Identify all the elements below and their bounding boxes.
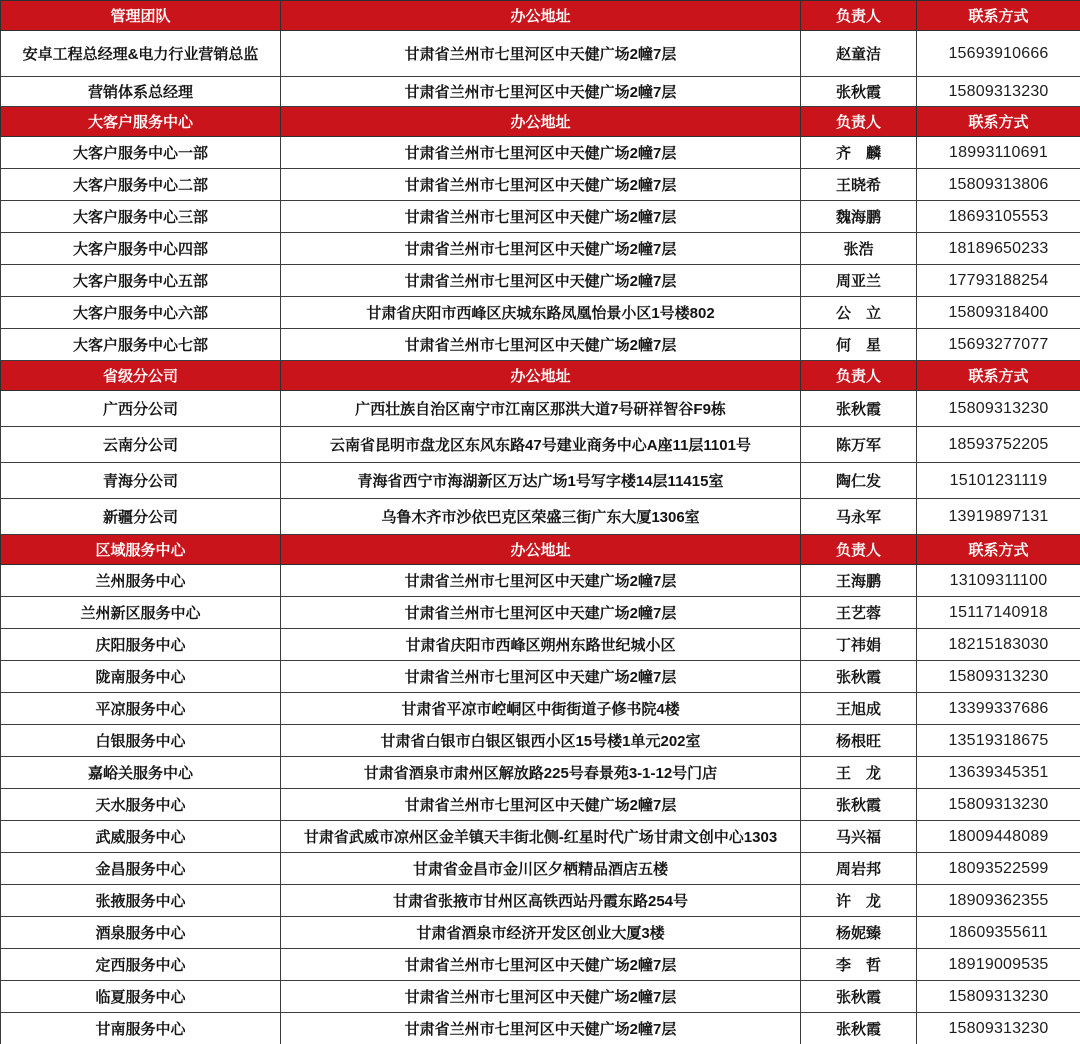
dept-cell: 兰州服务中心 [1, 565, 281, 597]
phone-cell: 13109311100 [917, 565, 1080, 597]
dept-cell: 金昌服务中心 [1, 853, 281, 885]
phone-cell: 18919009535 [917, 949, 1080, 981]
leader-column-header: 负责人 [801, 107, 917, 137]
leader-column-header: 负责人 [801, 361, 917, 391]
address-cell: 甘肃省金昌市金川区夕栖精品酒店五楼 [281, 853, 801, 885]
table-row [1, 917, 1080, 949]
phone-cell: 13399337686 [917, 693, 1080, 725]
address-cell: 甘肃省兰州市七里河区中天健广场2幢7层 [281, 789, 801, 821]
leader-column-header: 负责人 [801, 535, 917, 565]
address-cell: 甘肃省白银市白银区银西小区15号楼1单元202室 [281, 725, 801, 757]
phone-cell: 15809313230 [917, 789, 1080, 821]
table-row [1, 629, 1080, 661]
phone-cell: 18909362355 [917, 885, 1080, 917]
leader-cell: 陶仁发 [801, 463, 917, 499]
section-header-row [1, 361, 1080, 391]
table-row [1, 499, 1080, 535]
dept-cell: 云南分公司 [1, 427, 281, 463]
leader-cell: 王 龙 [801, 757, 917, 789]
phone-cell: 15117140918 [917, 597, 1080, 629]
table-row [1, 789, 1080, 821]
leader-cell: 张秋霞 [801, 789, 917, 821]
table-row [1, 391, 1080, 427]
address-cell: 甘肃省兰州市七里河区中天健广场2幢7层 [281, 329, 801, 361]
leader-cell: 张浩 [801, 233, 917, 265]
table-row [1, 757, 1080, 789]
leader-cell: 丁祎娟 [801, 629, 917, 661]
phone-cell: 18609355611 [917, 917, 1080, 949]
table-row [1, 137, 1080, 169]
address-cell: 甘肃省平凉市崆峒区中街街道子修书院4楼 [281, 693, 801, 725]
address-cell: 甘肃省兰州市七里河区中天建广场2幢7层 [281, 661, 801, 693]
leader-cell: 周亚兰 [801, 265, 917, 297]
address-column-header: 办公地址 [281, 535, 801, 565]
contact-column-header: 联系方式 [917, 535, 1080, 565]
table-row [1, 565, 1080, 597]
leader-cell: 张秋霞 [801, 661, 917, 693]
phone-cell: 13639345351 [917, 757, 1080, 789]
address-cell: 云南省昆明市盘龙区东风东路47号建业商务中心A座11层1101号 [281, 427, 801, 463]
dept-cell: 庆阳服务中心 [1, 629, 281, 661]
leader-cell: 陈万军 [801, 427, 917, 463]
leader-cell: 张秋霞 [801, 981, 917, 1013]
table-row [1, 885, 1080, 917]
phone-cell: 15809313806 [917, 169, 1080, 201]
address-cell: 甘肃省兰州市七里河区中天健广场2幢7层 [281, 265, 801, 297]
leader-cell: 赵童洁 [801, 31, 917, 77]
leader-cell: 张秋霞 [801, 77, 917, 107]
phone-cell: 13519318675 [917, 725, 1080, 757]
dept-cell: 酒泉服务中心 [1, 917, 281, 949]
address-cell: 甘肃省兰州市七里河区中天健广场2幢7层 [281, 981, 801, 1013]
table-row [1, 463, 1080, 499]
dept-cell: 大客户服务中心二部 [1, 169, 281, 201]
section-title: 管理团队 [1, 1, 281, 31]
section-title: 区域服务中心 [1, 535, 281, 565]
phone-cell: 18693105553 [917, 201, 1080, 233]
dept-cell: 大客户服务中心三部 [1, 201, 281, 233]
dept-cell: 大客户服务中心五部 [1, 265, 281, 297]
phone-cell: 15809313230 [917, 77, 1080, 107]
dept-cell: 嘉峪关服务中心 [1, 757, 281, 789]
dept-cell: 大客户服务中心四部 [1, 233, 281, 265]
leader-cell: 马永军 [801, 499, 917, 535]
contact-column-header: 联系方式 [917, 361, 1080, 391]
leader-cell: 齐 麟 [801, 137, 917, 169]
phone-cell: 18009448089 [917, 821, 1080, 853]
dept-cell: 青海分公司 [1, 463, 281, 499]
address-cell: 甘肃省兰州市七里河区中天健广场2幢7层 [281, 201, 801, 233]
phone-cell: 18593752205 [917, 427, 1080, 463]
dept-cell: 天水服务中心 [1, 789, 281, 821]
table-row [1, 77, 1080, 107]
dept-cell: 大客户服务中心一部 [1, 137, 281, 169]
section-title: 省级分公司 [1, 361, 281, 391]
dept-cell: 临夏服务中心 [1, 981, 281, 1013]
dept-cell: 平凉服务中心 [1, 693, 281, 725]
dept-cell: 武威服务中心 [1, 821, 281, 853]
address-cell: 青海省西宁市海湖新区万达广场1号写字楼14层11415室 [281, 463, 801, 499]
address-cell: 甘肃省兰州市七里河区中天健广场2幢7层 [281, 77, 801, 107]
table-row [1, 661, 1080, 693]
address-cell: 甘肃省张掖市甘州区高铁西站丹霞东路254号 [281, 885, 801, 917]
address-column-header: 办公地址 [281, 107, 801, 137]
table-row [1, 725, 1080, 757]
table-row [1, 1013, 1080, 1044]
address-cell: 甘肃省兰州市七里河区中天健广场2幢7层 [281, 1013, 801, 1044]
leader-cell: 公 立 [801, 297, 917, 329]
phone-cell: 18093522599 [917, 853, 1080, 885]
table-row [1, 31, 1080, 77]
contact-column-header: 联系方式 [917, 1, 1080, 31]
phone-cell: 13919897131 [917, 499, 1080, 535]
dept-cell: 陇南服务中心 [1, 661, 281, 693]
dept-cell: 白银服务中心 [1, 725, 281, 757]
table-row [1, 169, 1080, 201]
section-header-row [1, 107, 1080, 137]
table-row [1, 233, 1080, 265]
address-cell: 甘肃省庆阳市西峰区庆城东路凤凰怡景小区1号楼802 [281, 297, 801, 329]
dept-cell: 广西分公司 [1, 391, 281, 427]
leader-cell: 王晓希 [801, 169, 917, 201]
dept-cell: 安卓工程总经理&电力行业营销总监 [1, 31, 281, 77]
address-column-header: 办公地址 [281, 1, 801, 31]
table-row [1, 297, 1080, 329]
section-header-row [1, 535, 1080, 565]
leader-cell: 王艺蓉 [801, 597, 917, 629]
leader-cell: 王海鹏 [801, 565, 917, 597]
table-row [1, 853, 1080, 885]
table-row [1, 981, 1080, 1013]
dept-cell: 兰州新区服务中心 [1, 597, 281, 629]
table-row [1, 693, 1080, 725]
dept-cell: 营销体系总经理 [1, 77, 281, 107]
table-row [1, 265, 1080, 297]
table-row [1, 329, 1080, 361]
phone-cell: 15809313230 [917, 661, 1080, 693]
phone-cell: 18189650233 [917, 233, 1080, 265]
address-cell: 甘肃省酒泉市肃州区解放路225号春景苑3-1-12号门店 [281, 757, 801, 789]
table-row [1, 597, 1080, 629]
table-row [1, 427, 1080, 463]
phone-cell: 15809313230 [917, 1013, 1080, 1044]
phone-cell: 18215183030 [917, 629, 1080, 661]
leader-cell: 杨妮臻 [801, 917, 917, 949]
leader-cell: 周岩邦 [801, 853, 917, 885]
dept-cell: 大客户服务中心六部 [1, 297, 281, 329]
dept-cell: 大客户服务中心七部 [1, 329, 281, 361]
contact-column-header: 联系方式 [917, 107, 1080, 137]
phone-cell: 15809318400 [917, 297, 1080, 329]
address-cell: 乌鲁木齐市沙依巴克区荣盛三街广东大厦1306室 [281, 499, 801, 535]
leader-cell: 魏海鹏 [801, 201, 917, 233]
leader-cell: 许 龙 [801, 885, 917, 917]
dept-cell: 张掖服务中心 [1, 885, 281, 917]
address-cell: 甘肃省兰州市七里河区中天健广场2幢7层 [281, 949, 801, 981]
leader-cell: 张秋霞 [801, 391, 917, 427]
leader-cell: 李 哲 [801, 949, 917, 981]
leader-cell: 杨根旺 [801, 725, 917, 757]
section-title: 大客户服务中心 [1, 107, 281, 137]
leader-cell: 何 星 [801, 329, 917, 361]
dept-cell: 新疆分公司 [1, 499, 281, 535]
address-cell: 甘肃省酒泉市经济开发区创业大厦3楼 [281, 917, 801, 949]
address-cell: 甘肃省兰州市七里河区中天健广场2幢7层 [281, 137, 801, 169]
leader-cell: 马兴福 [801, 821, 917, 853]
leader-cell: 张秋霞 [801, 1013, 917, 1044]
dept-cell: 定西服务中心 [1, 949, 281, 981]
address-cell: 甘肃省兰州市七里河区中天健广场2幢7层 [281, 31, 801, 77]
phone-cell: 17793188254 [917, 265, 1080, 297]
leader-column-header: 负责人 [801, 1, 917, 31]
phone-cell: 15693277077 [917, 329, 1080, 361]
table-row [1, 949, 1080, 981]
phone-cell: 15101231119 [917, 463, 1080, 499]
address-cell: 甘肃省武威市凉州区金羊镇天丰街北侧-红星时代广场甘肃文创中心1303 [281, 821, 801, 853]
leader-cell: 王旭成 [801, 693, 917, 725]
address-cell: 甘肃省庆阳市西峰区朔州东路世纪城小区 [281, 629, 801, 661]
contact-table-body [1, 1, 1080, 1044]
address-cell: 甘肃省兰州市七里河区中天健广场2幢7层 [281, 169, 801, 201]
table-row [1, 821, 1080, 853]
table-row [1, 201, 1080, 233]
address-cell: 广西壮族自治区南宁市江南区那洪大道7号研祥智谷F9栋 [281, 391, 801, 427]
address-cell: 甘肃省兰州市七里河区中天健广场2幢7层 [281, 233, 801, 265]
phone-cell: 15693910666 [917, 31, 1080, 77]
phone-cell: 15809313230 [917, 391, 1080, 427]
address-cell: 甘肃省兰州市七里河区中天建广场2幢7层 [281, 565, 801, 597]
address-column-header: 办公地址 [281, 361, 801, 391]
section-header-row [1, 1, 1080, 31]
address-cell: 甘肃省兰州市七里河区中天建广场2幢7层 [281, 597, 801, 629]
phone-cell: 18993110691 [917, 137, 1080, 169]
phone-cell: 15809313230 [917, 981, 1080, 1013]
dept-cell: 甘南服务中心 [1, 1013, 281, 1044]
